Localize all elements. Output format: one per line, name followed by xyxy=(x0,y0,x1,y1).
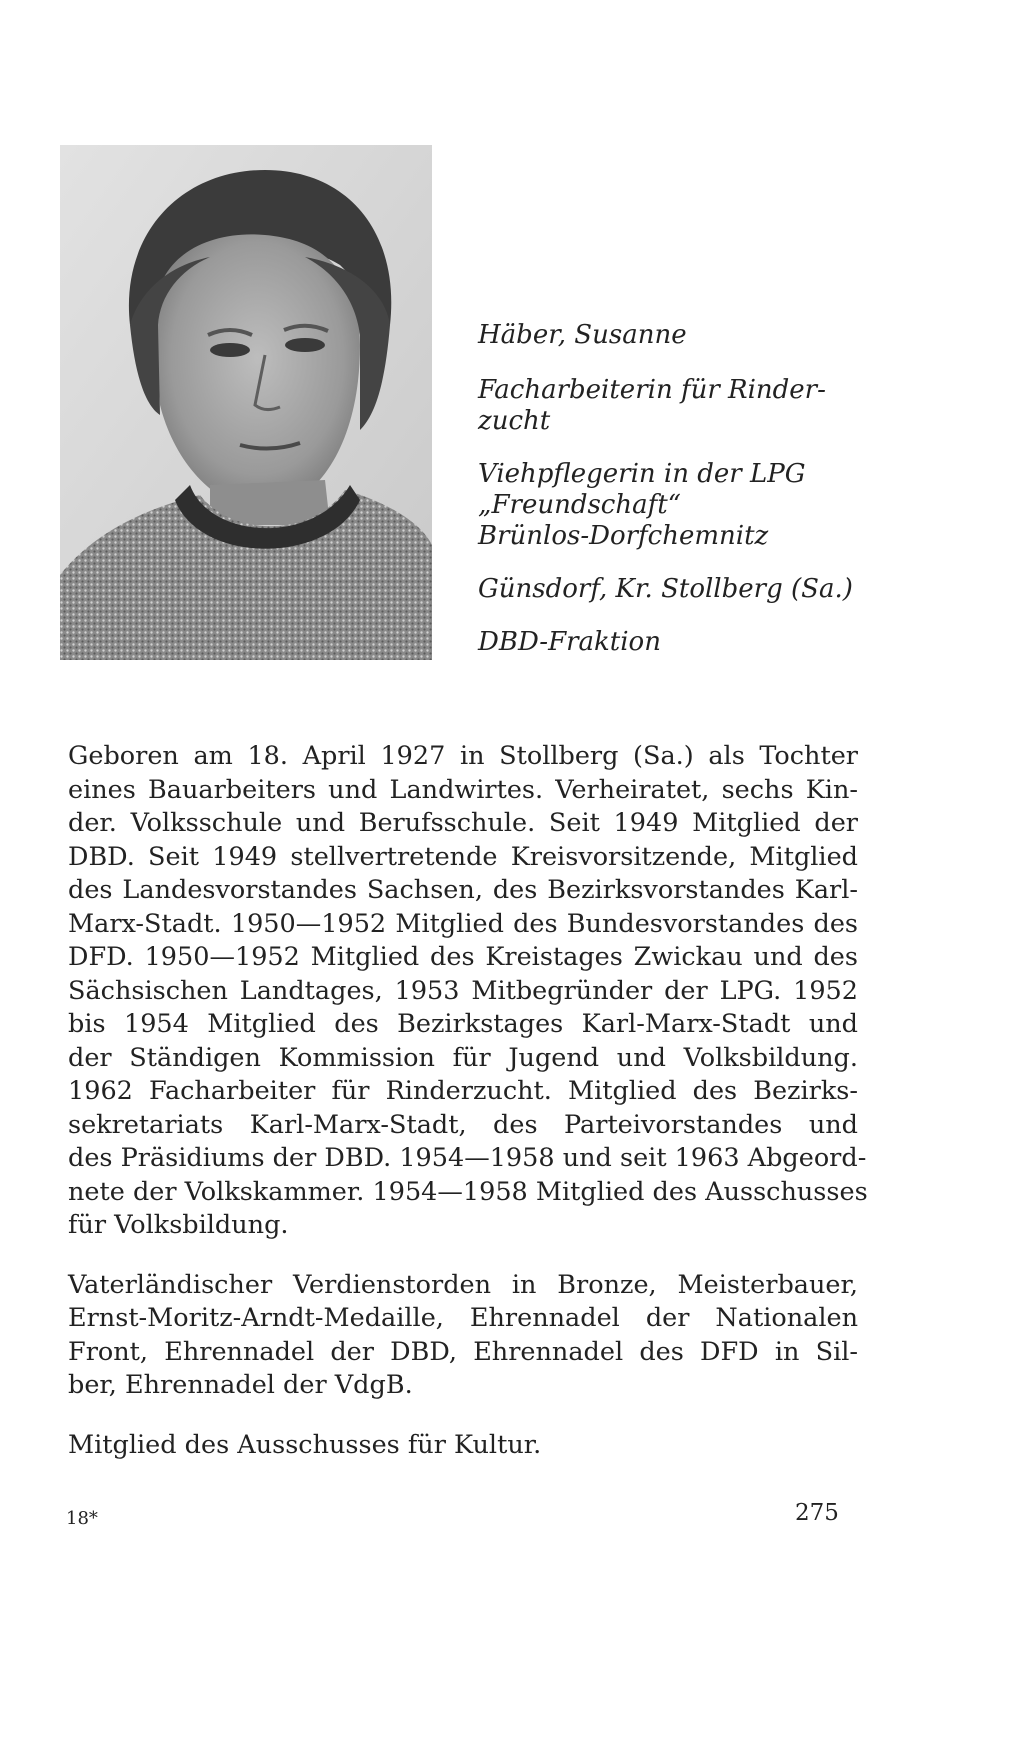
awards-paragraph xyxy=(68,1269,858,1403)
text-line: „Freundschaft“ xyxy=(478,490,681,520)
biography-paragraph xyxy=(68,740,868,1243)
portrait-photo xyxy=(60,145,432,660)
text-line: Sächsischen Landtages, 1953 Mitbegründer der LPG. 1952 xyxy=(68,975,858,1006)
member-info xyxy=(478,320,858,680)
text-line: DBD. Seit 1949 stellvertretende Kreisvorsitzende, Mitglied xyxy=(68,841,858,872)
text-line: DFD. 1950—1952 Mitglied des Kreistages Zwickau und des xyxy=(68,942,858,972)
text-line: ber, Ehrennadel der VdgB. xyxy=(68,1370,413,1400)
text-line: bis 1954 Mitglied des Bezirkstages Karl-Marx-Stadt und xyxy=(68,1009,858,1039)
residence: Günsdorf, Kr. Stollberg (Sa.) xyxy=(478,574,853,604)
member-name: Häber, Susanne xyxy=(478,320,687,350)
text-line: Geboren am 18. April 1927 in Stollberg (Sa.) als Tochter xyxy=(68,741,858,771)
text-line: Vaterländischer Verdienstorden in Bronze, Meisterbauer, xyxy=(68,1269,858,1300)
biography xyxy=(68,740,868,1488)
page-number: 275 xyxy=(795,1500,839,1526)
text-line: für Volksbildung. xyxy=(68,1210,289,1240)
text-line: Front, Ehrennadel der DBD, Ehrennadel des DFD in Sil- xyxy=(68,1336,858,1367)
text-line: 1962 Facharbeiter für Rinderzucht. Mitglied des Bezirks- xyxy=(68,1076,858,1106)
faction: DBD-Fraktion xyxy=(478,627,661,657)
text-line: der. Volksschule und Berufsschule. Seit 1949 Mitglied der xyxy=(68,808,858,838)
text-line: Viehpflegerin in der LPG xyxy=(478,459,806,489)
text-line: nete der Volkskammer. 1954—1958 Mitglied des Ausschusses xyxy=(68,1176,868,1207)
committee-paragraph: Mitglied des Ausschusses für Kultur. xyxy=(68,1429,542,1460)
text-line: sekretariats Karl-Marx-Stadt, des Parteivorstandes und xyxy=(68,1109,858,1140)
workplace xyxy=(478,459,858,552)
text-line: zucht xyxy=(478,406,551,436)
occupation xyxy=(478,375,858,437)
signature-mark: 18* xyxy=(66,1508,98,1529)
text-line: der Ständigen Kommission für Jugend und Volksbildung. xyxy=(68,1042,858,1073)
text-line: Brünlos-Dorfchemnitz xyxy=(478,521,769,551)
text-line: Marx-Stadt. 1950—1952 Mitglied des Bundesvorstandes des xyxy=(68,908,858,939)
text-line: des Landesvorstandes Sachsen, des Bezirksvorstandes Karl- xyxy=(68,875,858,905)
text-line: eines Bauarbeiters und Landwirtes. Verheiratet, sechs Kin- xyxy=(68,774,858,805)
text-line: Ernst-Moritz-Arndt-Medaille, Ehrennadel der Nationalen xyxy=(68,1303,858,1333)
text-line: Facharbeiterin für Rinder- xyxy=(478,375,826,405)
text-line: des Präsidiums der DBD. 1954—1958 und seit 1963 Abgeord- xyxy=(68,1143,867,1173)
